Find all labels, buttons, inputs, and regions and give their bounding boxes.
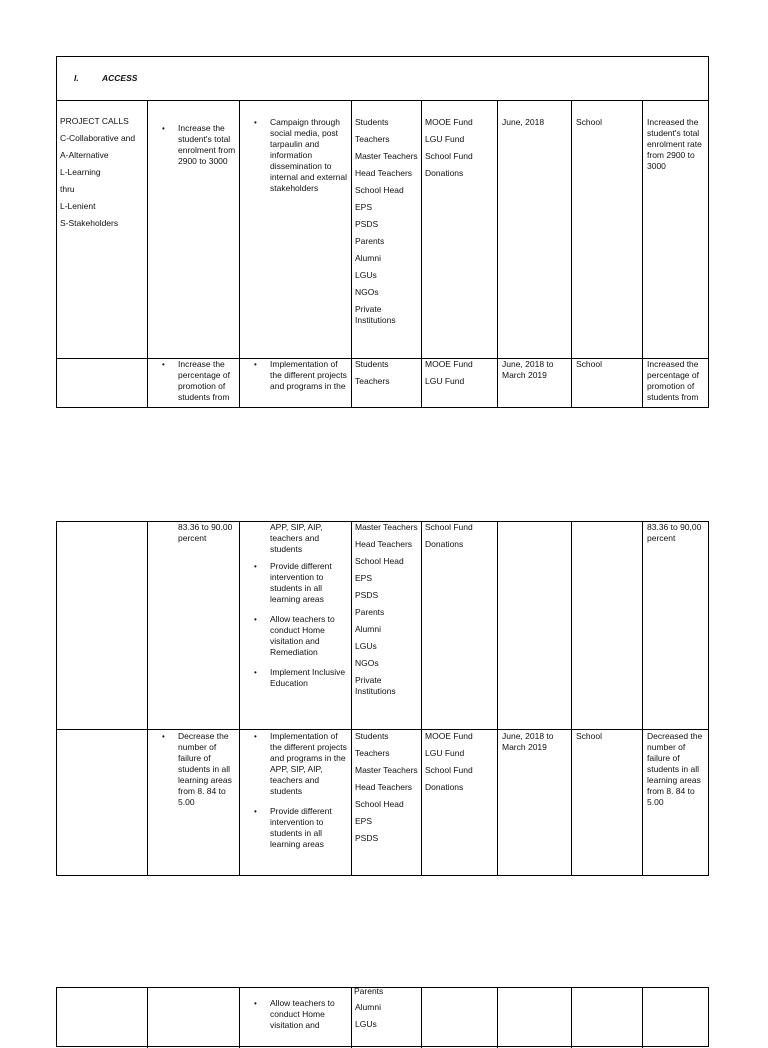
persons-cell bbox=[351, 730, 421, 875]
objective-cell bbox=[147, 101, 239, 358]
bullet-icon: • bbox=[254, 118, 257, 127]
outcome-text: Increased the student's total enrolment rate from 2900 to 3000 bbox=[647, 117, 702, 171]
table-row bbox=[57, 729, 708, 875]
strategy-text: Allow teachers to conduct Home visitation and Remediation bbox=[270, 614, 335, 657]
strategies-cell bbox=[239, 730, 351, 875]
bullet-icon: • bbox=[254, 360, 257, 369]
venue-cell bbox=[571, 101, 642, 358]
strategy-continuation: APP, SIP, AIP, teachers and students bbox=[270, 522, 323, 554]
person-item: School Head bbox=[355, 185, 404, 195]
resources-cell bbox=[421, 359, 497, 407]
section-header-row bbox=[57, 57, 708, 100]
resource-item: MOOE Fund bbox=[425, 359, 473, 369]
resource-item: Donations bbox=[425, 168, 464, 178]
bullet-icon: • bbox=[254, 668, 257, 677]
person-item: Students bbox=[355, 117, 389, 127]
person-item: Private Institutions bbox=[355, 304, 396, 325]
bullet-icon: • bbox=[254, 615, 257, 624]
venue-text: School bbox=[576, 731, 602, 741]
project-calls-line: L-Learning bbox=[60, 167, 101, 177]
strategy-text: Implement Inclusive Education bbox=[270, 667, 346, 688]
section-numeral: I. bbox=[74, 73, 79, 83]
resource-item: LGU Fund bbox=[425, 134, 465, 144]
strategy-text: Campaign through social media, post tarpaulin and information dissemination to internal and external stakeholders bbox=[270, 117, 348, 193]
person-item: PSDS bbox=[355, 219, 379, 229]
person-item: Master Teachers bbox=[355, 151, 418, 161]
outcome-cell bbox=[642, 730, 710, 875]
section-title bbox=[57, 57, 708, 100]
strategies-cell bbox=[239, 359, 351, 407]
strategy-text: Implementation of the different projects and programs in the APP, SIP, AIP, teachers and students bbox=[270, 731, 347, 796]
bullet-icon: • bbox=[162, 360, 165, 369]
resources-cell bbox=[421, 988, 497, 1048]
outcome-text: Decreased the number of failure of students in all learning areas from 8. 84 to 5.00 bbox=[647, 731, 703, 807]
resource-item: Donations bbox=[425, 539, 464, 549]
person-item: Head Teachers bbox=[355, 782, 413, 792]
outcome-cell bbox=[642, 522, 710, 729]
bullet-icon: • bbox=[162, 732, 165, 741]
time-frame-text: June, 2018 bbox=[502, 117, 545, 127]
venue-text: School bbox=[576, 117, 602, 127]
objective-text: Increase the student's total enrolment from 2900 to 3000 bbox=[178, 123, 236, 166]
objective-cell bbox=[147, 988, 239, 1048]
person-item: PSDS bbox=[355, 590, 379, 600]
outcome-cell bbox=[642, 101, 710, 358]
strategy-text: Provide different intervention to students in all learning areas bbox=[270, 561, 332, 604]
persons-cell bbox=[351, 359, 421, 407]
resource-item: MOOE Fund bbox=[425, 731, 473, 741]
project-calls-cell bbox=[57, 988, 147, 1048]
strategies-cell bbox=[239, 988, 351, 1048]
person-item: Master Teachers bbox=[355, 765, 418, 775]
person-item: Master Teachers bbox=[355, 522, 418, 532]
person-item: Students bbox=[355, 731, 389, 741]
table-page-1 bbox=[56, 56, 709, 408]
section-title-text: ACCESS bbox=[102, 73, 138, 83]
person-item: Teachers bbox=[355, 134, 390, 144]
person-item: School Head bbox=[355, 799, 404, 809]
person-item: Alumni bbox=[355, 253, 381, 263]
objective-text: Decrease the number of failure of students in all learning areas from 8. 84 to 5.00 bbox=[178, 731, 232, 807]
venue-cell bbox=[571, 359, 642, 407]
time-frame-cell bbox=[497, 522, 571, 729]
table-page-3 bbox=[56, 987, 709, 1047]
person-item: Private Institutions bbox=[355, 675, 396, 696]
table-row bbox=[57, 358, 708, 407]
table-row bbox=[57, 988, 708, 1048]
person-item: PSDS bbox=[355, 833, 379, 843]
time-frame-cell bbox=[497, 101, 571, 358]
time-frame-text: June, 2018 to March 2019 bbox=[502, 731, 554, 752]
table-page-2 bbox=[56, 521, 709, 876]
person-overflow-text: Parents bbox=[354, 986, 384, 996]
venue-text: School bbox=[576, 359, 602, 369]
time-frame-cell bbox=[497, 988, 571, 1048]
resources-cell bbox=[421, 101, 497, 358]
project-calls-cell bbox=[57, 522, 147, 729]
venue-cell bbox=[571, 730, 642, 875]
outcome-text: Increased the percentage of promotion of students from bbox=[647, 359, 699, 402]
project-calls-line: C-Collaborative and bbox=[60, 133, 136, 143]
person-item: Teachers bbox=[355, 376, 390, 386]
person-item: Head Teachers bbox=[355, 539, 413, 549]
time-frame-cell bbox=[497, 730, 571, 875]
project-calls-cell bbox=[57, 359, 147, 407]
outcome-cell bbox=[642, 359, 710, 407]
resource-item: MOOE Fund bbox=[425, 117, 473, 127]
person-item: EPS bbox=[355, 202, 373, 212]
venue-cell bbox=[571, 522, 642, 729]
objective-cell bbox=[147, 522, 239, 729]
person-item: NGOs bbox=[355, 287, 379, 297]
objective-continuation: 83.36 to 90.00 percent bbox=[178, 522, 233, 543]
bullet-icon: • bbox=[254, 807, 257, 816]
person-item: Alumni bbox=[355, 624, 381, 634]
resource-item: School Fund bbox=[425, 151, 473, 161]
resource-item: Donations bbox=[425, 782, 464, 792]
resources-cell bbox=[421, 730, 497, 875]
objective-text: Increase the percentage of promotion of students from bbox=[178, 359, 230, 402]
resource-item: LGU Fund bbox=[425, 376, 465, 386]
resource-item: School Fund bbox=[425, 522, 473, 532]
bullet-icon: • bbox=[254, 999, 257, 1008]
resource-item: School Fund bbox=[425, 765, 473, 775]
person-item: Head Teachers bbox=[355, 168, 413, 178]
person-item: EPS bbox=[355, 573, 373, 583]
person-item: EPS bbox=[355, 816, 373, 826]
project-calls-cell bbox=[57, 730, 147, 875]
bullet-icon: • bbox=[254, 562, 257, 571]
person-item: LGUs bbox=[355, 270, 377, 280]
strategy-text: Provide different intervention to students in all learning areas bbox=[270, 806, 332, 849]
persons-cell bbox=[351, 522, 421, 729]
project-calls-line: S-Stakeholders bbox=[60, 218, 119, 228]
outcome-cell bbox=[642, 988, 710, 1048]
project-calls-line: A-Alternative bbox=[60, 150, 109, 160]
person-item: School Head bbox=[355, 556, 404, 566]
strategies-cell bbox=[239, 101, 351, 358]
persons-cell bbox=[351, 101, 421, 358]
resource-item: LGU Fund bbox=[425, 748, 465, 758]
project-calls-line: thru bbox=[60, 184, 75, 194]
project-calls-line: L-Lenient bbox=[60, 201, 96, 211]
person-item: Parents bbox=[355, 236, 385, 246]
person-item: Parents bbox=[355, 607, 385, 617]
person-item: NGOs bbox=[355, 658, 379, 668]
outcome-continuation: 83.36 to 90,00 percent bbox=[647, 522, 702, 543]
time-frame-text: June, 2018 to March 2019 bbox=[502, 359, 554, 380]
resources-cell bbox=[421, 522, 497, 729]
strategy-text: Allow teachers to conduct Home visitation and bbox=[270, 998, 335, 1030]
person-item: Students bbox=[355, 359, 389, 369]
person-item: Teachers bbox=[355, 748, 390, 758]
strategies-cell bbox=[239, 522, 351, 729]
venue-cell bbox=[571, 988, 642, 1048]
person-item: LGUs bbox=[355, 641, 377, 651]
objective-cell bbox=[147, 730, 239, 875]
bullet-icon: • bbox=[162, 124, 165, 133]
time-frame-cell bbox=[497, 359, 571, 407]
strategy-text: Implementation of the different projects and programs in the bbox=[270, 359, 347, 391]
objective-cell bbox=[147, 359, 239, 407]
project-calls-cell bbox=[57, 101, 147, 358]
person-item: Alumni bbox=[355, 1002, 381, 1012]
table-row bbox=[57, 522, 708, 729]
table-row bbox=[57, 100, 708, 358]
persons-cell bbox=[351, 988, 421, 1048]
person-item: LGUs bbox=[355, 1019, 377, 1029]
bullet-icon: • bbox=[254, 732, 257, 741]
project-calls-line: PROJECT CALLS bbox=[60, 116, 129, 126]
